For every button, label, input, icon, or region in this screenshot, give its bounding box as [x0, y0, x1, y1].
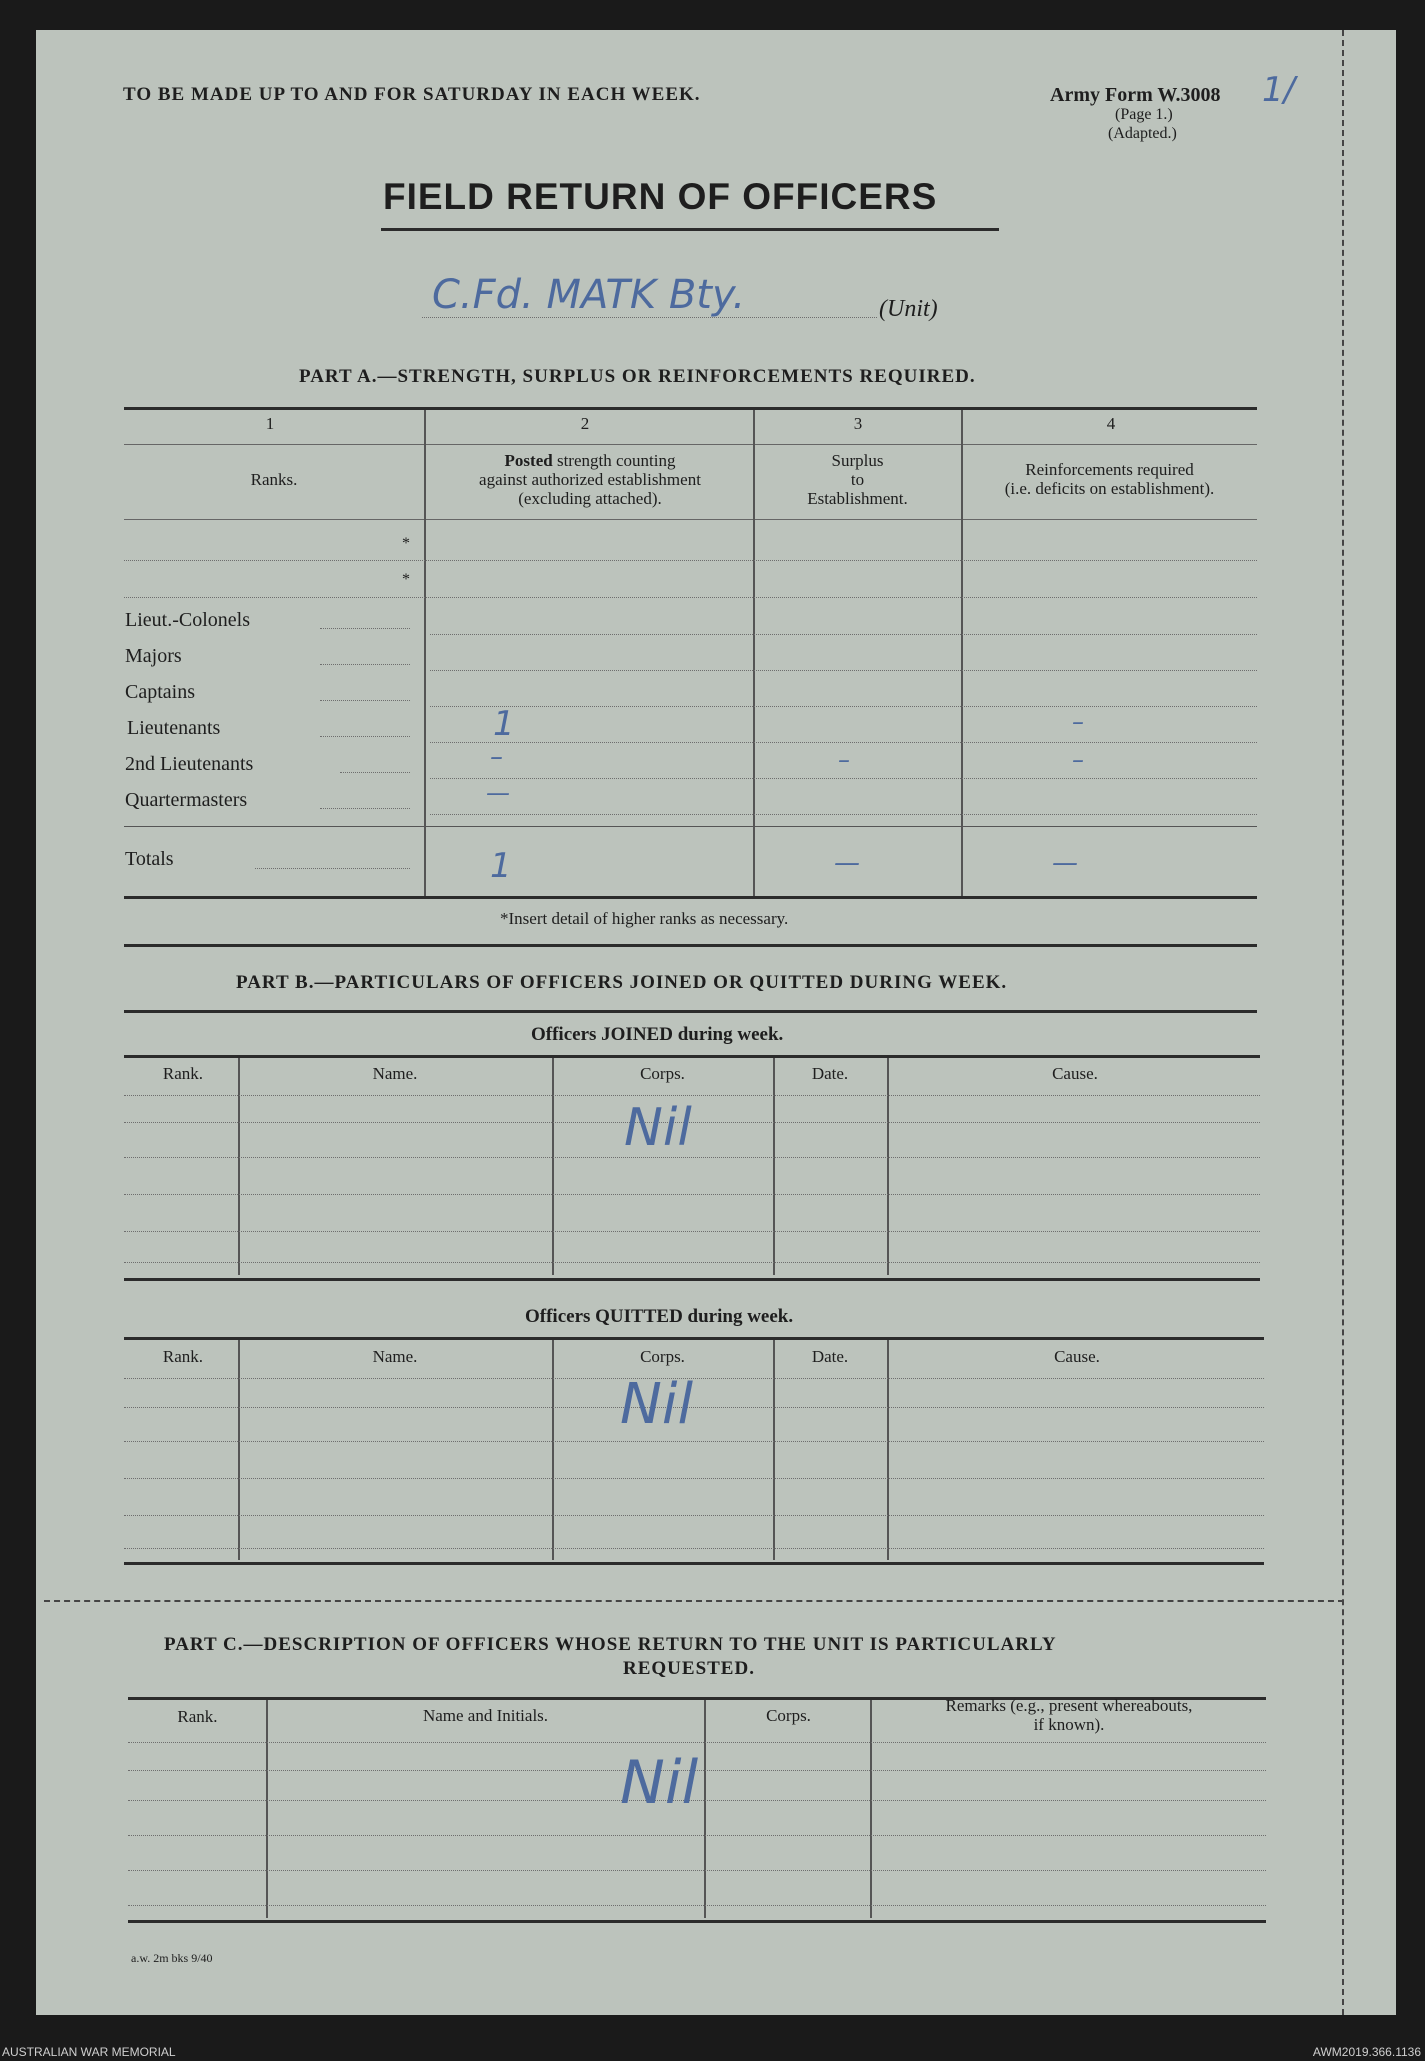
leader-dots	[320, 664, 410, 665]
part-c-row-line	[128, 1742, 1266, 1743]
joined-vrule-2	[552, 1058, 554, 1275]
hand-nil-quitted: Nil	[620, 1372, 694, 1437]
joined-col-rank: Rank.	[162, 1064, 204, 1083]
leader-dots	[320, 808, 410, 809]
joined-vrule-1	[238, 1058, 240, 1275]
quitted-row-line	[124, 1548, 1264, 1549]
joined-vrule-4	[887, 1058, 889, 1275]
quitted-row-line	[124, 1515, 1264, 1516]
part-c-row-line	[128, 1905, 1266, 1906]
part-b-top-rule	[124, 1010, 1257, 1013]
col3-header	[755, 451, 960, 508]
hand-lieut-posted: 1	[493, 704, 515, 744]
part-c-remarks-line1: Remarks (e.g., present whereabouts,	[945, 1696, 1193, 1715]
quitted-vrule-2	[552, 1340, 554, 1560]
part-a-vrule-1	[424, 410, 426, 897]
hand-lieut-reinf: –	[1072, 708, 1084, 736]
part-c-col-corps: Corps.	[766, 1706, 811, 1725]
hand-totals-reinf: —	[1052, 848, 1078, 878]
col-num-3: 3	[853, 414, 863, 433]
hand-totals-posted: 1	[490, 846, 512, 886]
joined-col-name: Name.	[372, 1064, 418, 1083]
col4-header-line1: Reinforcements required	[1025, 460, 1194, 479]
quitted-top-rule	[124, 1337, 1264, 1340]
part-a-top-rule	[124, 407, 1257, 410]
star-2: *	[402, 571, 410, 588]
part-a-end-rule	[124, 944, 1257, 947]
rank-lieut-colonels: Lieut.-Colonels	[125, 609, 250, 631]
col3-header-line3: Establishment.	[807, 489, 908, 508]
quitted-bottom-rule	[124, 1562, 1264, 1565]
leader-dots	[340, 772, 410, 773]
col1-header: Ranks.	[250, 470, 298, 489]
part-c-row-line	[128, 1835, 1266, 1836]
col-num-4: 4	[1106, 414, 1116, 433]
part-c-col-remarks	[872, 1696, 1266, 1734]
hand-totals-surplus: —	[834, 848, 860, 878]
leader-dots	[255, 868, 410, 869]
part-b-title: PART B.—PARTICULARS OF OFFICERS JOINED OR QUITTED DURING WEEK.	[236, 972, 1008, 993]
part-c-row-line	[128, 1870, 1266, 1871]
hand-2lt-reinf: –	[1072, 746, 1084, 774]
leader-dots	[320, 628, 410, 629]
title-underline	[381, 228, 999, 231]
quitted-col-name: Name.	[372, 1347, 418, 1366]
joined-row-line	[124, 1157, 1260, 1158]
col2-header-bold: Posted	[504, 451, 553, 470]
totals-label: Totals	[125, 848, 174, 870]
part-c-col-rank: Rank.	[177, 1707, 218, 1726]
row-line	[124, 597, 1257, 598]
col2-header	[425, 451, 755, 508]
part-a-vrule-3	[961, 410, 963, 897]
page-title: FIELD RETURN OF OFFICERS	[383, 176, 938, 217]
col-num-1: 1	[265, 414, 275, 433]
joined-title: Officers JOINED during week.	[531, 1024, 784, 1045]
part-c-title-line1: PART C.—DESCRIPTION OF OFFICERS WHOSE RETURN TO THE UNIT IS PARTICULARLY	[164, 1634, 1057, 1655]
col-num-2: 2	[580, 414, 590, 433]
col3-header-line2: to	[850, 470, 865, 489]
perforation-vertical	[1342, 30, 1344, 2015]
totals-top-rule	[124, 826, 1257, 827]
leader-dots	[320, 700, 410, 701]
print-code: a.w. 2m bks 9/40	[131, 1951, 213, 1965]
hand-2lt-surplus: –	[838, 746, 850, 774]
instruction-text: TO BE MADE UP TO AND FOR SATURDAY IN EACH WEEK.	[123, 84, 701, 105]
col3-header-line1: Surplus	[831, 451, 884, 470]
joined-row-line	[124, 1122, 1260, 1123]
part-a-header-rule	[124, 519, 1257, 520]
form-adapted: (Adapted.)	[1108, 125, 1177, 142]
star-1: *	[402, 535, 410, 552]
row-line	[430, 814, 1257, 815]
part-c-col-name: Name and Initials.	[422, 1706, 549, 1725]
joined-row-line	[124, 1231, 1260, 1232]
quitted-row-line	[124, 1441, 1264, 1442]
joined-col-date: Date.	[811, 1064, 849, 1083]
joined-col-corps: Corps.	[640, 1064, 685, 1083]
quitted-vrule-3	[773, 1340, 775, 1560]
joined-col-cause: Cause.	[1052, 1064, 1098, 1083]
form-number: Army Form W.3008	[1050, 84, 1221, 106]
joined-top-rule	[124, 1055, 1260, 1058]
quitted-col-date: Date.	[811, 1347, 849, 1366]
leader-dots	[320, 736, 410, 737]
quitted-col-corps: Corps.	[640, 1347, 685, 1366]
row-line	[430, 778, 1257, 779]
part-a-bottom-rule	[124, 896, 1257, 899]
row-line	[430, 706, 1257, 707]
joined-row-line	[124, 1262, 1260, 1263]
part-c-remarks-line2: if known).	[1033, 1715, 1105, 1734]
rank-lieutenants: Lieutenants	[127, 717, 221, 739]
col2-header-rest: strength counting	[552, 451, 676, 470]
form-page: (Page 1.)	[1115, 106, 1173, 123]
part-c-bottom-rule	[128, 1920, 1266, 1923]
quitted-row-line	[124, 1378, 1264, 1379]
col-num-rule	[124, 444, 1257, 445]
quitted-row-line	[124, 1478, 1264, 1479]
rank-captains: Captains	[125, 681, 195, 703]
col2-header-line2: against authorized establishment	[479, 470, 701, 489]
perforation-horizontal	[44, 1600, 1344, 1602]
row-line	[430, 634, 1257, 635]
quitted-vrule-1	[238, 1340, 240, 1560]
col4-header	[962, 460, 1257, 498]
hand-2lt-posted: –	[490, 742, 503, 772]
margin-handwritten: 1/	[1262, 70, 1296, 110]
quitted-col-rank: Rank.	[162, 1347, 204, 1366]
row-line	[124, 560, 1257, 561]
hand-nil-part-c: Nil	[620, 1748, 699, 1818]
joined-row-line	[124, 1095, 1260, 1096]
quitted-col-cause: Cause.	[1054, 1347, 1100, 1366]
joined-vrule-3	[773, 1058, 775, 1275]
rank-quartermasters: Quartermasters	[125, 789, 248, 811]
hand-nil-joined: Nil	[624, 1098, 692, 1158]
quitted-row-line	[124, 1407, 1264, 1408]
row-line	[430, 742, 1257, 743]
joined-row-line	[124, 1194, 1260, 1195]
part-c-vrule-3	[870, 1700, 872, 1918]
rank-majors: Majors	[125, 645, 182, 667]
col4-header-line2: (i.e. deficits on establishment).	[1004, 479, 1215, 498]
part-a-footnote: *Insert detail of higher ranks as necessary.	[500, 909, 789, 928]
unit-label: (Unit)	[879, 296, 938, 322]
part-a-vrule-2	[753, 410, 755, 897]
quitted-vrule-4	[887, 1340, 889, 1560]
part-c-vrule-1	[266, 1700, 268, 1918]
joined-bottom-rule	[124, 1278, 1260, 1281]
part-a-title: PART A.—STRENGTH, SURPLUS OR REINFORCEMENTS REQUIRED.	[299, 366, 976, 387]
footer-right: AWM2019.366.1136	[1312, 2045, 1421, 2059]
col2-header-line3: (excluding attached).	[518, 489, 662, 508]
part-c-vrule-2	[704, 1700, 706, 1918]
quitted-title: Officers QUITTED during week.	[525, 1306, 794, 1327]
part-c-title-line2: REQUESTED.	[623, 1658, 755, 1679]
hand-qm-posted: —	[486, 779, 510, 807]
unit-handwritten: C.Fd. MATK Bty.	[432, 272, 746, 318]
footer-left: AUSTRALIAN WAR MEMORIAL	[2, 2045, 176, 2059]
row-line	[430, 670, 1257, 671]
rank-2nd-lieutenants: 2nd Lieutenants	[125, 753, 254, 775]
